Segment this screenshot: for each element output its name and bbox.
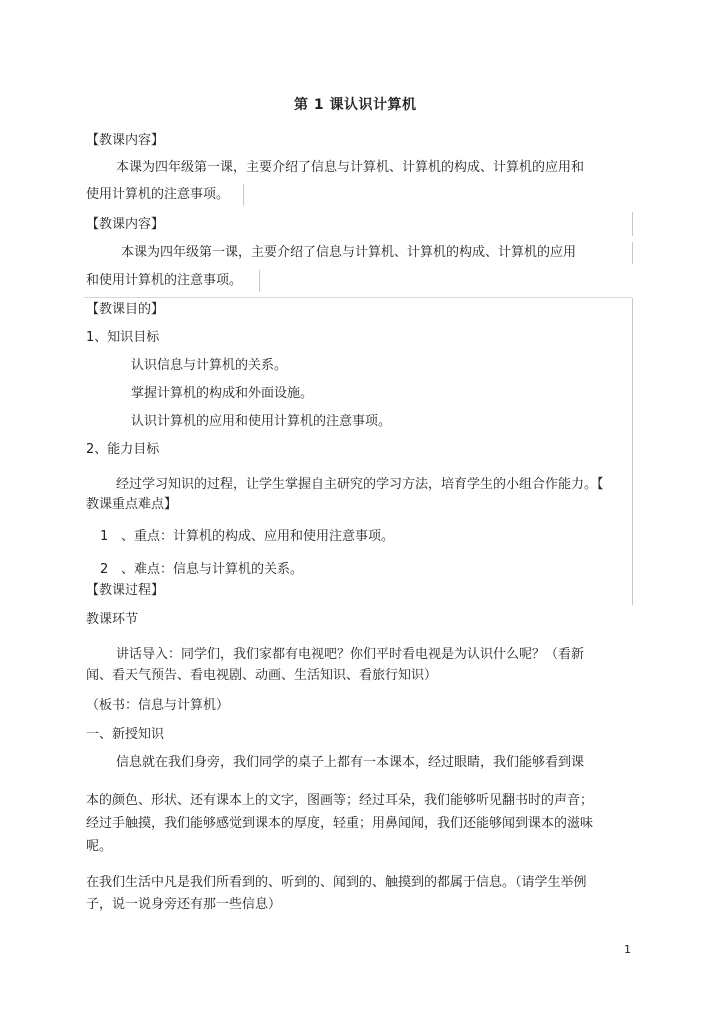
key-point-text: 、重点：计算机的构成、应用和使用注意事项。 bbox=[121, 529, 395, 544]
page-number: 1 bbox=[624, 943, 631, 956]
content-heading-2: 【教课内容】 bbox=[86, 217, 165, 232]
intro-line-2: 闻、看天气预告、看电视剧、动画、生活知识、看旅行知识） bbox=[86, 668, 438, 683]
key-point-number: 2 bbox=[100, 562, 109, 577]
table-border bbox=[259, 270, 260, 292]
content-heading-1: 【教课内容】 bbox=[86, 133, 165, 148]
new-knowledge-line-2: 本的颜色、形状、还有课本上的文字，图画等；经过耳朵，我们能够听见翻书时的声音； bbox=[86, 793, 594, 808]
content-para-1-line-2: 使用计算机的注意事项。 bbox=[86, 187, 230, 202]
table-border bbox=[632, 212, 633, 236]
ability-goal-heading: 2、能力目标 bbox=[86, 442, 160, 457]
knowledge-goal-item: 认识信息与计算机的关系。 bbox=[131, 358, 288, 373]
new-knowledge-heading: 一、新授知识 bbox=[86, 727, 165, 742]
segment-heading: 教课环节 bbox=[86, 612, 139, 627]
table-border bbox=[84, 297, 632, 298]
new-knowledge-line-3: 经过手触摸，我们能够感觉到课本的厚度，轻重；用鼻闻闻，我们还能够闻到课本的滋味 bbox=[86, 816, 594, 831]
new-knowledge-line-4: 呢。 bbox=[86, 839, 113, 854]
knowledge-goal-heading: 1、知识目标 bbox=[86, 330, 160, 345]
content-para-2-line-1: 本课为四年级第一课，主要介绍了信息与计算机、计算机的构成、计算机的应用 bbox=[121, 245, 577, 260]
key-point-number: 1 bbox=[100, 529, 109, 544]
summary-line-2: 子，说一说身旁还有那一些信息） bbox=[86, 897, 282, 912]
purpose-heading: 【教课目的】 bbox=[86, 302, 165, 317]
table-border bbox=[243, 184, 244, 206]
table-border bbox=[632, 298, 633, 605]
new-knowledge-line-1: 信息就在我们身旁，我们同学的桌子上都有一本课本，经过眼睛，我们能够看到课 bbox=[116, 755, 585, 770]
content-para-2-line-2: 和使用计算机的注意事项。 bbox=[86, 273, 243, 288]
content-para-1-line-1: 本课为四年级第一课，主要介绍了信息与计算机、计算机的构成、计算机的应用和 bbox=[116, 160, 585, 175]
table-border bbox=[632, 242, 633, 264]
page-title: 第 1 课认识计算机 bbox=[294, 97, 417, 113]
ability-goal-line-2: 教课重点难点】 bbox=[86, 497, 178, 512]
summary-line-1: 在我们生活中凡是我们所看到的、听到的、闻到的、触摸到的都属于信息。（请学生举例 bbox=[86, 875, 587, 890]
board-note: （板书：信息与计算机） bbox=[86, 698, 230, 713]
process-heading: 【教课过程】 bbox=[86, 583, 165, 598]
knowledge-goal-item: 掌握计算机的构成和外面设施。 bbox=[131, 386, 314, 401]
knowledge-goal-item: 认识计算机的应用和使用计算机的注意事项。 bbox=[131, 414, 392, 429]
key-point-text: 、难点：信息与计算机的关系。 bbox=[121, 562, 304, 577]
ability-goal-line-1: 经过学习知识的过程，让学生掌握自主研究的学习方法，培育学生的小组合作能力。【 bbox=[116, 477, 604, 492]
intro-line-1: 讲话导入：同学们，我们家都有电视吧？你们平时看电视是为认识什么呢？（看新 bbox=[116, 647, 585, 662]
